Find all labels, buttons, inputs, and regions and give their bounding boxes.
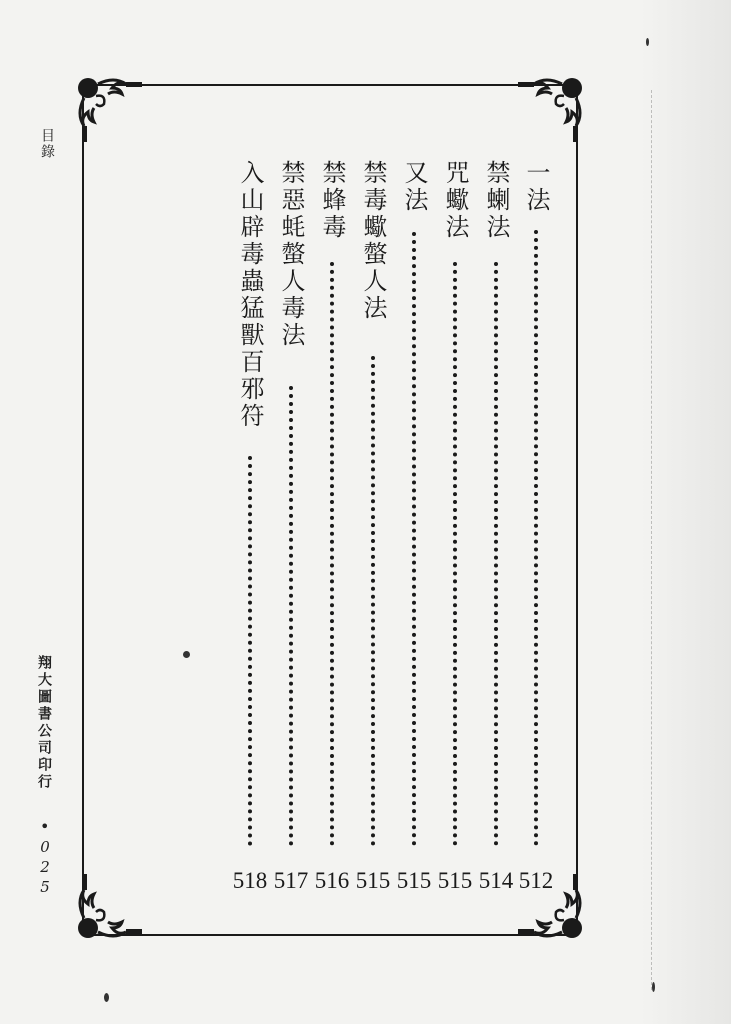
toc-leader-dots — [453, 262, 457, 846]
toc-entry-title: 禁毒蠍螫人法 — [359, 160, 387, 322]
ink-speck — [183, 651, 190, 658]
toc-entry-title: 禁惡蚝螫人毒法 — [277, 160, 305, 349]
toc-entry — [439, 160, 471, 898]
toc-entry-title: 又法 — [400, 160, 428, 214]
toc-entry — [234, 160, 266, 898]
toc-leader-dots — [248, 456, 252, 846]
toc-entry-page: 514 — [478, 868, 514, 893]
ink-speck — [652, 982, 655, 992]
toc-entry-title: 禁蝲法 — [482, 160, 510, 241]
toc-entry — [316, 160, 348, 898]
toc-entry-page: 515 — [396, 868, 432, 893]
toc-entry — [480, 160, 512, 898]
toc-entry-page: 515 — [437, 868, 473, 893]
corner-ornament-icon — [74, 870, 146, 942]
page-separator-dot: • — [40, 817, 50, 836]
toc-leader-dots — [330, 262, 334, 846]
toc-leader-dots — [371, 356, 375, 846]
toc-entry-title: 禁蜂毒 — [318, 160, 346, 241]
corner-ornament-icon — [514, 74, 586, 146]
toc-entry-page: 518 — [232, 868, 268, 893]
toc-entry-title: 一法 — [522, 160, 550, 214]
toc-leader-dots — [412, 232, 416, 846]
toc-entry-title: 咒蠍法 — [441, 160, 469, 241]
toc-entry — [520, 160, 552, 898]
toc-entry — [398, 160, 430, 898]
section-label: 目錄 — [39, 128, 55, 160]
toc-leader-dots — [534, 230, 538, 846]
toc-entry-title: 入山辟毒蟲猛獸百邪符 — [236, 160, 264, 430]
corner-ornament-icon — [74, 74, 146, 146]
page-number: 025 — [36, 838, 54, 898]
scan-edge-line — [651, 90, 653, 990]
toc-entry — [357, 160, 389, 898]
toc-entry-page: 517 — [273, 868, 309, 893]
page-edge-shadow — [641, 0, 731, 1024]
toc-leader-dots — [289, 386, 293, 846]
publisher-imprint: 翔大圖書公司印行 — [36, 655, 52, 791]
toc-leader-dots — [494, 262, 498, 846]
ink-speck — [646, 38, 649, 46]
toc-entry-page: 516 — [314, 868, 350, 893]
toc-entry-page: 515 — [355, 868, 391, 893]
toc-entry-page: 512 — [518, 868, 554, 893]
toc-entry — [275, 160, 307, 898]
ink-speck — [104, 993, 109, 1002]
